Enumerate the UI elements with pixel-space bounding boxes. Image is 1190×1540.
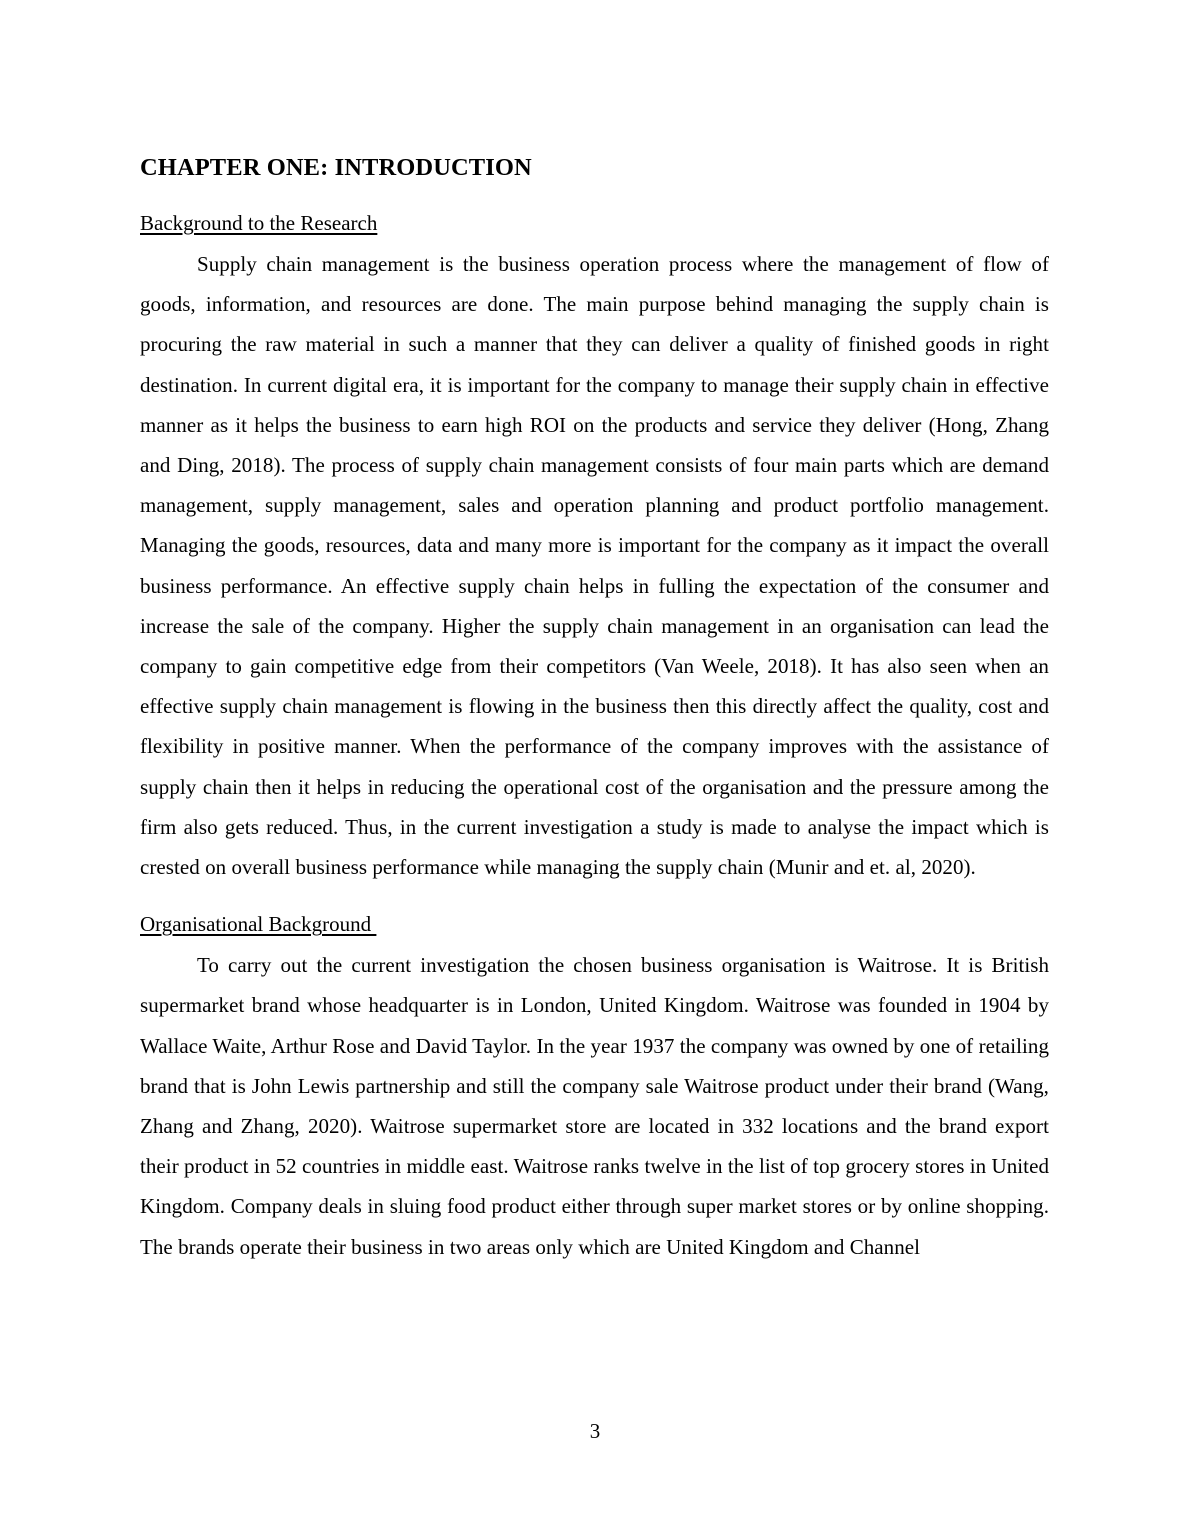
page-content [140,150,1049,1267]
chapter-title: CHAPTER ONE: INTRODUCTION [140,154,532,181]
section-heading-background: Background to the Research [140,211,378,235]
page-number: 3 [589,1419,601,1443]
section-heading-organisational: Organisational Background [140,912,377,937]
paragraph-background: Supply chain management is the business operation process where the management of flow of goods, information, and resources are done. The main purpose behind managing the supply chain is procuring the raw material in such a manner that they can deliver a quality of finished goods in right destination. In current digital era, it is important for the company to manage their supply chain in effective manner as it helps the business to earn high ROI on the products and service they deliver (Hong, Zhang and Ding, 2018). The process of supply chain management consists of four main parts which are demand management, supply management, sales and operation planning and product portfolio management. Managing the goods, resources, data and many more is important for the company as it impact the overall business performance. An effective supply chain helps in fulling the expectation of the consumer and increase the sale of the company. Higher the supply chain management in an organisation can lead the company to gain competitive edge from their competitors (Van Weele, 2018). It has also seen when an effective supply chain management is flowing in the business then this directly affect the quality, cost and flexibility in positive manner. When the performance of the company improves with the assistance of supply chain then it helps in reducing the operational cost of the organisation and the pressure among the firm also gets reduced. Thus, in the current investigation a study is made to analyse the impact which is crested on overall business performance while managing the supply chain (Munir and et. al, 2020). [140,252,1049,880]
paragraph-organisational: To carry out the current investigation the chosen business organisation is Waitrose. It is British supermarket brand whose headquarter is in London, United Kingdom. Waitrose was founded in 1904 by Wallace Waite, Arthur Rose and David Taylor. In the year 1937 the company was owned by one of retailing brand that is John Lewis partnership and still the company sale Waitrose product under their brand (Wang, Zhang and Zhang, 2020). Waitrose supermarket store are located in 332 locations and the brand export their product in 52 countries in middle east. Waitrose ranks twelve in the list of top grocery stores in United Kingdom. Company deals in sluing food product either through super market stores or by online shopping. The brands operate their business in two areas only which are United Kingdom and Channel [140,953,1049,1259]
